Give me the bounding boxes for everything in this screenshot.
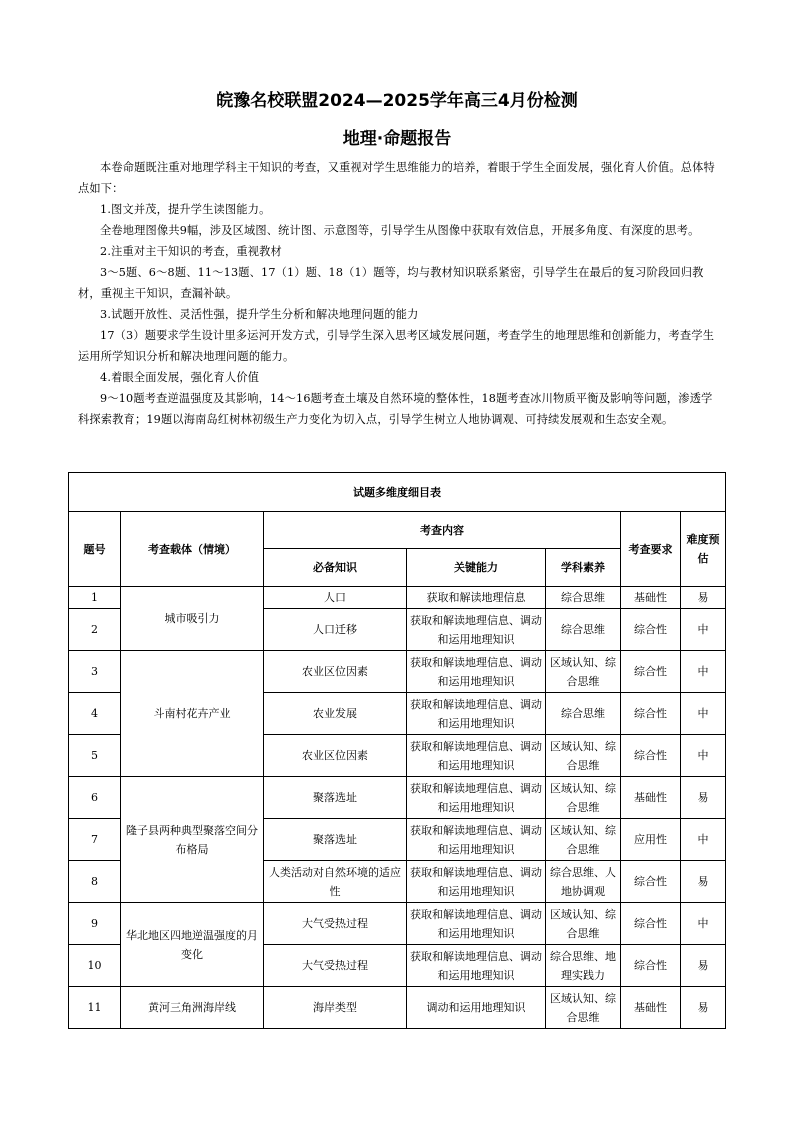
header-difficulty: 难度预估 [681, 512, 726, 587]
cell-carrier: 黄河三角洲海岸线 [121, 987, 264, 1029]
cell-difficulty: 易 [681, 987, 726, 1029]
cell-knowledge: 农业区位因素 [264, 651, 407, 693]
cell-num: 10 [69, 945, 121, 987]
cell-knowledge: 农业发展 [264, 693, 407, 735]
cell-ability: 获取和解读地理信息、调动和运用地理知识 [407, 777, 546, 819]
cell-literacy: 综合思维 [546, 693, 621, 735]
table-row [69, 987, 726, 1029]
cell-difficulty: 中 [681, 609, 726, 651]
table-row [69, 651, 726, 693]
cell-difficulty: 中 [681, 651, 726, 693]
point-4-heading: 4.着眼全面发展，强化育人价值 [100, 371, 260, 384]
cell-literacy: 区域认知、综合思维 [546, 651, 621, 693]
table-row [69, 777, 726, 819]
cell-carrier: 斗南村花卉产业 [121, 651, 264, 777]
cell-knowledge: 大气受热过程 [264, 945, 407, 987]
header-num: 题号 [69, 512, 121, 587]
cell-ability: 调动和运用地理知识 [407, 987, 546, 1029]
point-2-heading: 2.注重对主干知识的考查，重视教材 [100, 245, 282, 258]
cell-requirement: 综合性 [621, 861, 681, 903]
cell-requirement: 综合性 [621, 609, 681, 651]
point-3-heading: 3.试题开放性、灵活性强，提升学生分析和解决地理问题的能力 [100, 308, 419, 321]
cell-ability: 获取和解读地理信息、调动和运用地理知识 [407, 735, 546, 777]
detail-table [68, 472, 726, 1029]
cell-difficulty: 中 [681, 735, 726, 777]
cell-num: 2 [69, 609, 121, 651]
cell-ability: 获取和解读地理信息、调动和运用地理知识 [407, 861, 546, 903]
cell-literacy: 区域认知、综合思维 [546, 819, 621, 861]
cell-num: 9 [69, 903, 121, 945]
cell-knowledge: 人口 [264, 587, 407, 609]
cell-difficulty: 中 [681, 903, 726, 945]
cell-literacy: 区域认知、综合思维 [546, 987, 621, 1029]
cell-knowledge: 聚落选址 [264, 819, 407, 861]
table-body [69, 587, 726, 1029]
cell-num: 4 [69, 693, 121, 735]
cell-requirement: 综合性 [621, 903, 681, 945]
cell-literacy: 区域认知、综合思维 [546, 777, 621, 819]
header-ability: 关键能力 [407, 549, 546, 587]
cell-requirement: 综合性 [621, 693, 681, 735]
cell-ability: 获取和解读地理信息、调动和运用地理知识 [407, 945, 546, 987]
point-2-body: 3～5题、6～8题、11～13题、17（1）题、18（1）题等，均与教材知识联系紧密，引导学生在最后的复习阶段回归教材，重视主干知识，查漏补缺。 [78, 266, 704, 300]
cell-difficulty: 易 [681, 945, 726, 987]
cell-carrier: 华北地区四地逆温强度的月变化 [121, 903, 264, 987]
cell-ability: 获取和解读地理信息、调动和运用地理知识 [407, 903, 546, 945]
header-carrier: 考查载体（情境） [121, 512, 264, 587]
table-row [69, 903, 726, 945]
cell-requirement: 综合性 [621, 945, 681, 987]
cell-ability: 获取和解读地理信息 [407, 587, 546, 609]
header-requirement: 考查要求 [621, 512, 681, 587]
cell-ability: 获取和解读地理信息、调动和运用地理知识 [407, 609, 546, 651]
cell-ability: 获取和解读地理信息、调动和运用地理知识 [407, 693, 546, 735]
cell-num: 6 [69, 777, 121, 819]
header-literacy: 学科素养 [546, 549, 621, 587]
cell-literacy: 区域认知、综合思维 [546, 735, 621, 777]
table-caption: 试题多维度细目表 [69, 473, 726, 512]
header-content: 考查内容 [264, 512, 621, 549]
cell-literacy: 综合思维、人地协调观 [546, 861, 621, 903]
cell-requirement: 基础性 [621, 987, 681, 1029]
cell-requirement: 综合性 [621, 651, 681, 693]
point-3-body: 17（3）题要求学生设计里多运河开发方式，引导学生深入思考区域发展问题，考查学生的地理思维和创新能力，考查学生运用所学知识分析和解决地理问题的能力。 [78, 329, 715, 363]
table-row [69, 587, 726, 609]
intro-paragraph: 本卷命题既注重对地理学科主干知识的考查，又重视对学生思维能力的培养，着眼于学生全面发展，强化育人价值。总体特点如下： [78, 161, 715, 195]
cell-knowledge: 农业区位因素 [264, 735, 407, 777]
page-subtitle: 地理·命题报告 [342, 129, 452, 149]
cell-num: 8 [69, 861, 121, 903]
cell-requirement: 综合性 [621, 735, 681, 777]
cell-knowledge: 人类活动对自然环境的适应性 [264, 861, 407, 903]
page-title: 皖豫名校联盟2024—2025学年高三4月份检测 [216, 91, 578, 111]
point-1-heading: 1.图文并茂，提升学生读图能力。 [100, 203, 271, 216]
cell-difficulty: 易 [681, 587, 726, 609]
point-1-body: 全卷地理图像共9幅，涉及区域图、统计图、示意图等，引导学生从图像中获取有效信息，开展多角度、有深度的思考。 [100, 224, 700, 237]
cell-num: 3 [69, 651, 121, 693]
cell-num: 7 [69, 819, 121, 861]
cell-requirement: 应用性 [621, 819, 681, 861]
cell-difficulty: 易 [681, 777, 726, 819]
cell-requirement: 基础性 [621, 777, 681, 819]
cell-literacy: 综合思维、地理实践力 [546, 945, 621, 987]
cell-literacy: 综合思维 [546, 587, 621, 609]
cell-knowledge: 聚落选址 [264, 777, 407, 819]
cell-difficulty: 易 [681, 861, 726, 903]
cell-difficulty: 中 [681, 819, 726, 861]
header-knowledge: 必备知识 [264, 549, 407, 587]
cell-num: 1 [69, 587, 121, 609]
point-4-body: 9～10题考查逆温强度及其影响，14～16题考查土壤及自然环境的整体性，18题考查冰川物质平衡及影响等问题，渗透学科探索教育；19题以海南岛红树林初级生产力变化为切入点，引导学生树立人地协调观、可持续发展观和生态安全观。 [78, 392, 713, 426]
cell-literacy: 区域认知、综合思维 [546, 903, 621, 945]
cell-difficulty: 中 [681, 693, 726, 735]
cell-knowledge: 大气受热过程 [264, 903, 407, 945]
cell-carrier: 隆子县两种典型聚落空间分布格局 [121, 777, 264, 903]
cell-knowledge: 海岸类型 [264, 987, 407, 1029]
cell-ability: 获取和解读地理信息、调动和运用地理知识 [407, 651, 546, 693]
cell-num: 11 [69, 987, 121, 1029]
cell-num: 5 [69, 735, 121, 777]
cell-ability: 获取和解读地理信息、调动和运用地理知识 [407, 819, 546, 861]
cell-literacy: 综合思维 [546, 609, 621, 651]
cell-requirement: 基础性 [621, 587, 681, 609]
cell-knowledge: 人口迁移 [264, 609, 407, 651]
cell-carrier: 城市吸引力 [121, 587, 264, 651]
